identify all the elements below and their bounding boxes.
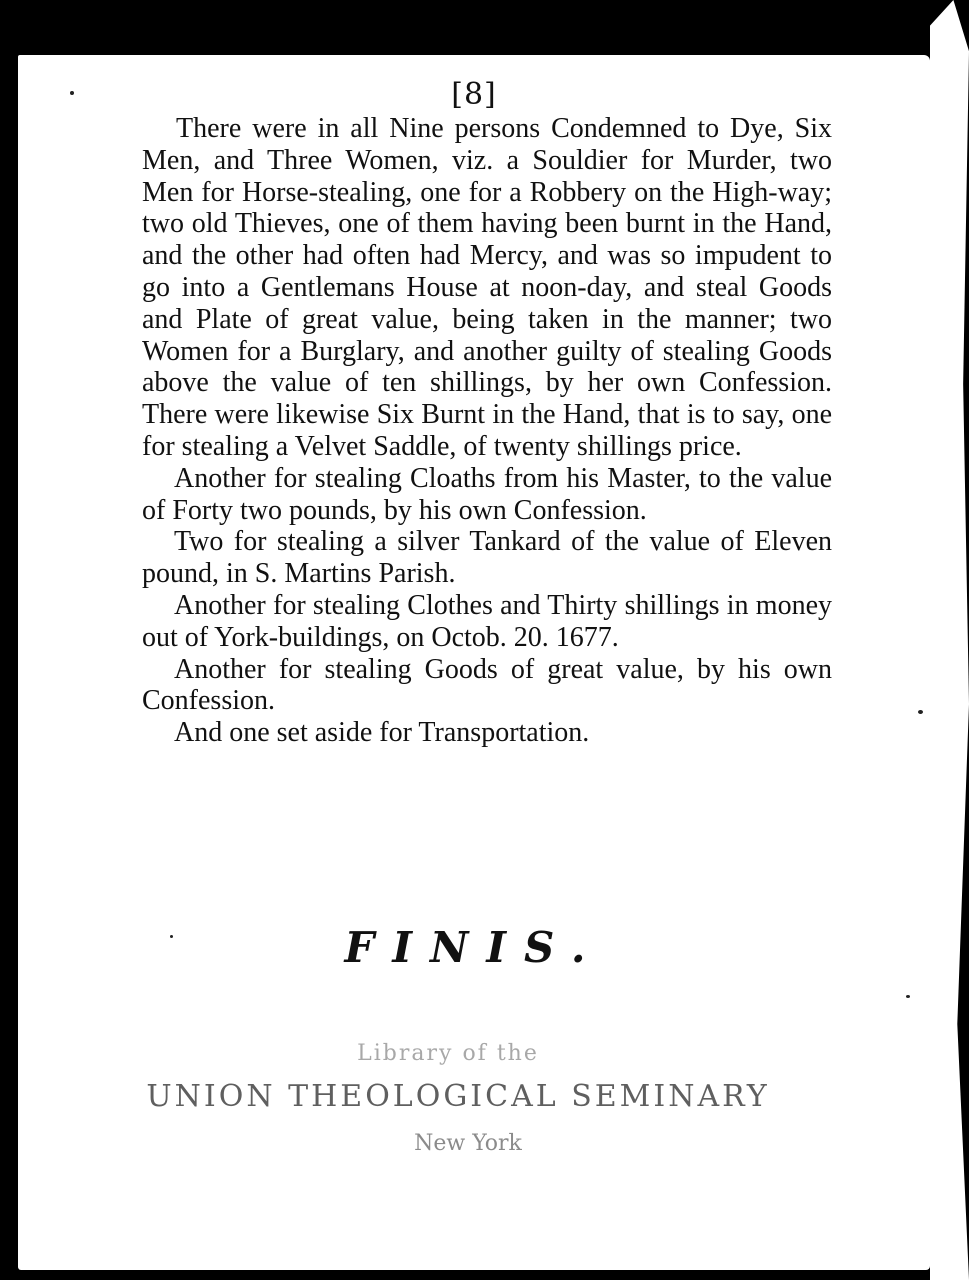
paragraph-tankard: Two for stealing a silver Tankard of the value of Eleven pound, in S. Martins Parish. <box>142 526 832 590</box>
ink-speck <box>906 995 910 998</box>
ink-speck <box>918 710 923 714</box>
ink-speck <box>70 91 74 95</box>
body-text <box>142 113 832 749</box>
library-stamp-line3: New York <box>414 1131 522 1156</box>
page-edge-right <box>930 0 969 1280</box>
paragraph-cloaths: Another for stealing Cloaths from his Master, to the value of Forty two pounds, by his own Confession. <box>142 462 832 526</box>
page-number: [8] <box>451 77 497 112</box>
library-stamp-line1: Library of the <box>357 1041 539 1066</box>
paragraph-york-buildings: Another for stealing Clothes and Thirty shillings in money out of York-buildings, on Octob. 20. 1677. <box>142 589 832 653</box>
paragraph-transportation: And one set aside for Transportation. <box>174 717 590 749</box>
paragraph-condemned: There were in all Nine persons Condemned to Dye, Six Men, and Three Women, viz. a Souldier for Murder, two Men for Horse-stealing, one for a Robbery on the High-way; two old Thieves, one of them having been burnt in the Hand, and the other had often had Mercy, and was so impudent to go into a Gentlemans House at noon-day, and steal Goods and Plate of great value, being taken in the manner; two Women for a Burglary, and another guilty of stealing Goods above the value of ten shillings, by her own Confession. There were likewise Six Burnt in the Hand, that is to say, one for stealing a Velvet Saddle, of twenty shillings price. <box>142 113 832 462</box>
library-stamp-line2: UNION THEOLOGICAL SEMINARY <box>146 1079 770 1114</box>
paragraph-goods: Another for stealing Goods of great value, by his own Confession. <box>142 653 832 717</box>
finis-heading: FINIS. <box>344 923 604 972</box>
ink-speck <box>170 935 173 938</box>
document-page <box>18 55 930 1270</box>
